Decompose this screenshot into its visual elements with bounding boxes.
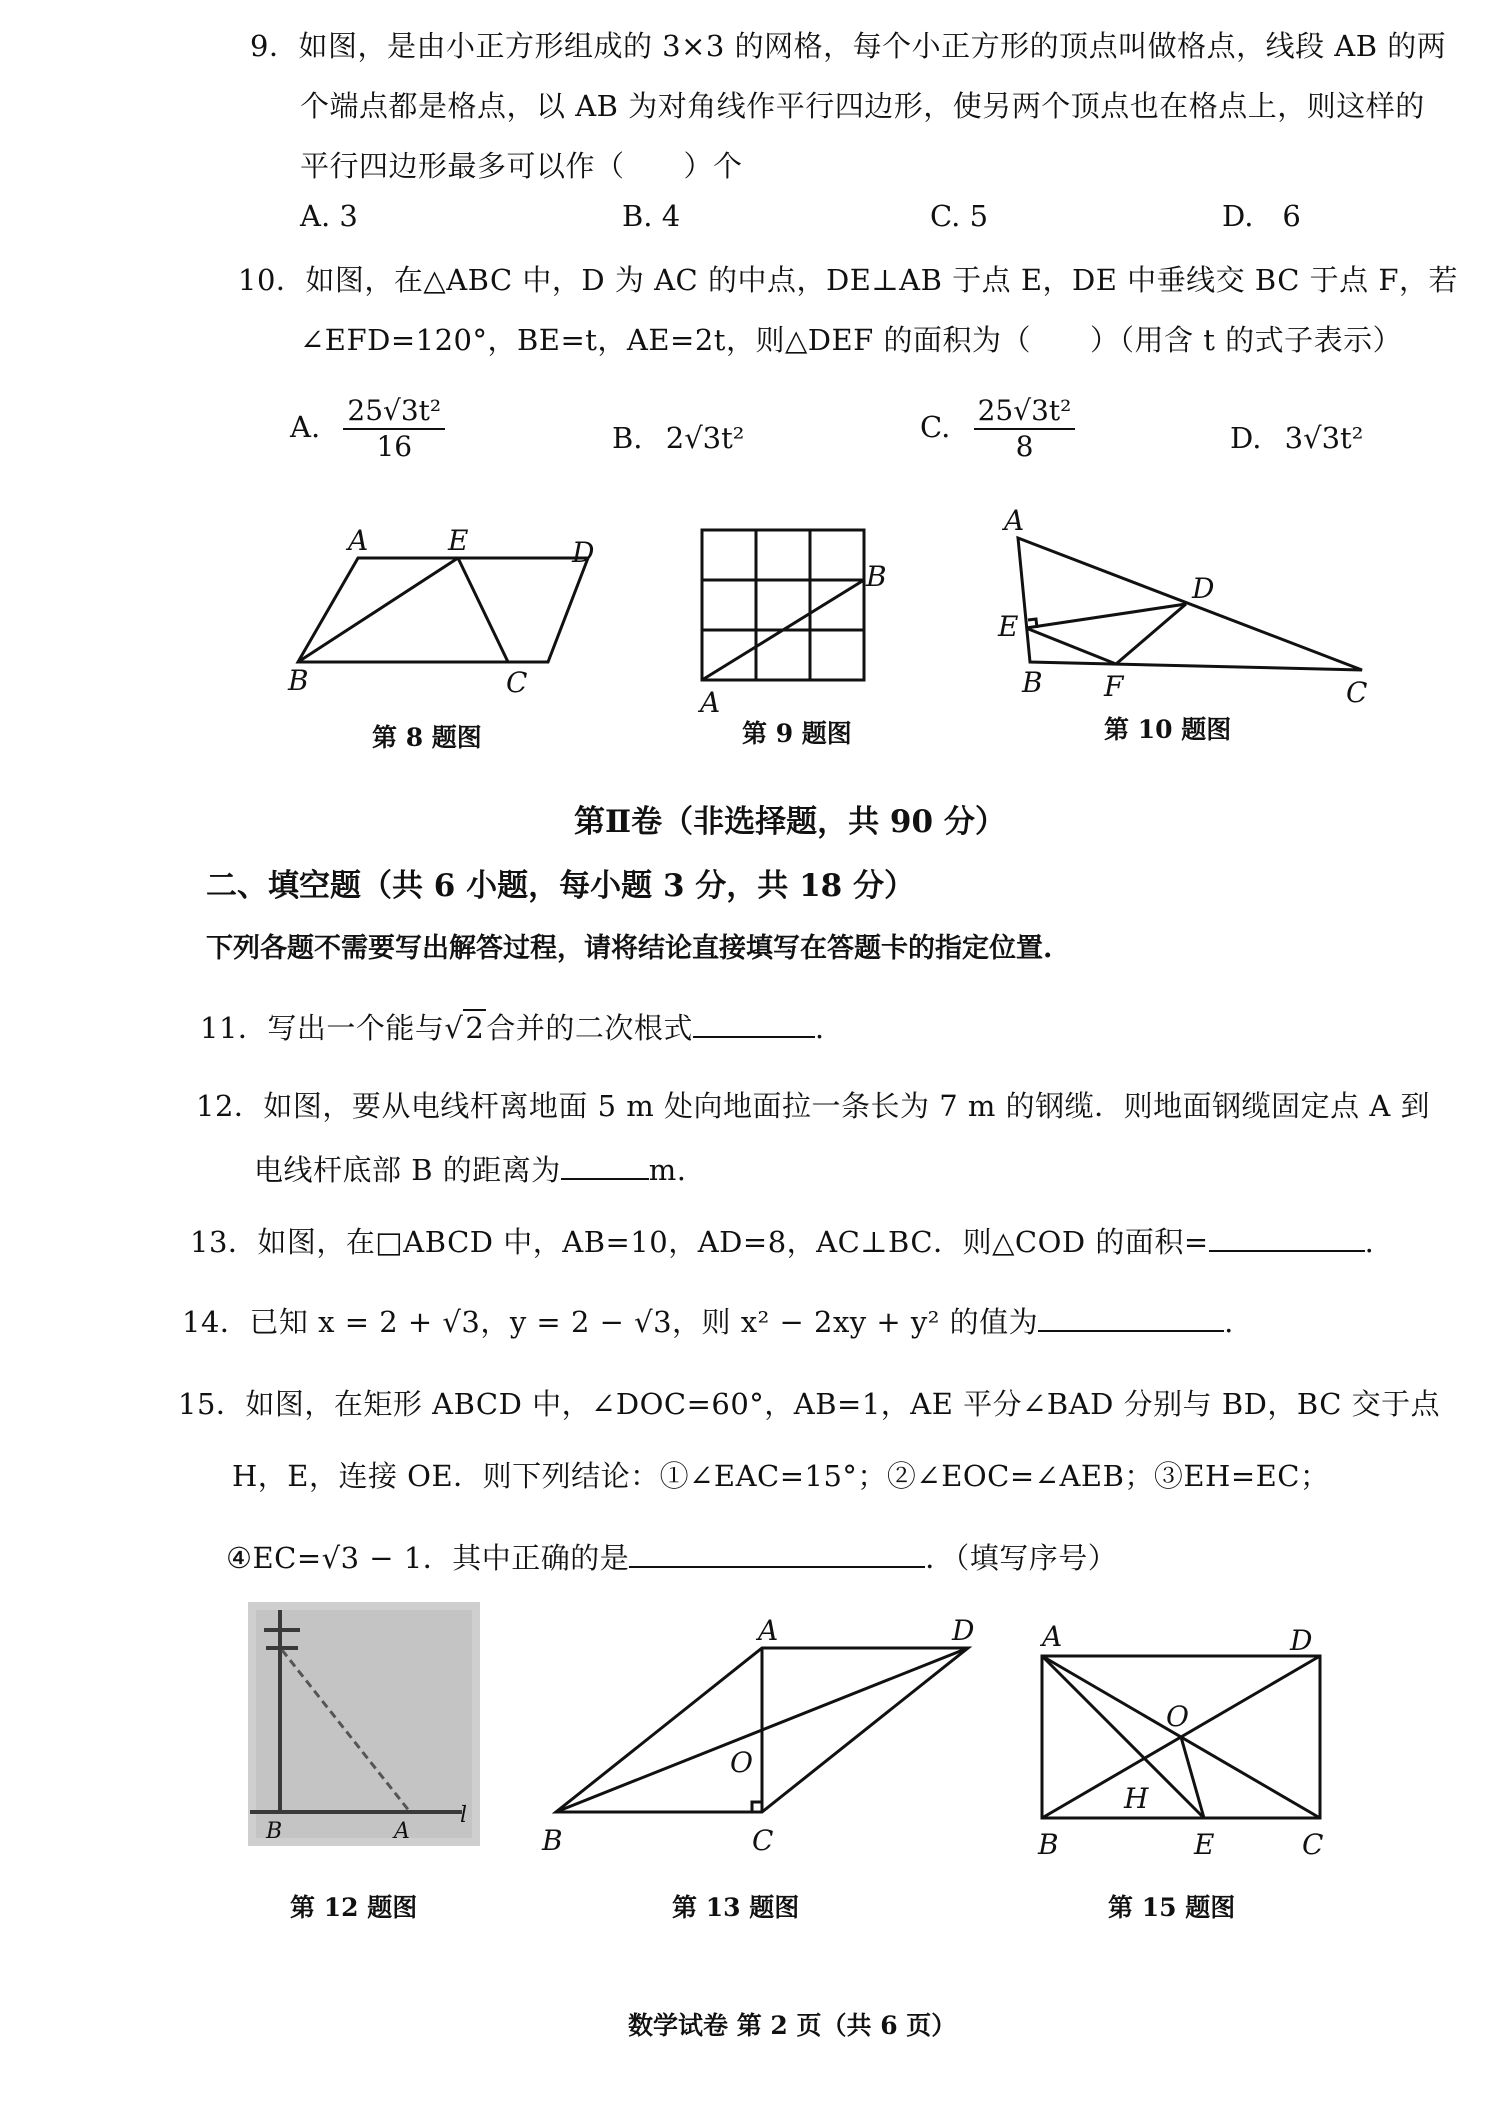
fig12-label-a: A xyxy=(394,1819,410,1844)
q9-option-b: B. 4 xyxy=(622,199,681,233)
q13-text: 13．如图，在□ABCD 中，AB=10，AD=8，AC⊥BC．则△COD 的面积= xyxy=(190,1225,1209,1259)
q10-line2: ∠EFD=120°，BE=t，AE=2t，则△DEF 的面积为（ ）（用含 t 的式子表示） xyxy=(300,323,1403,357)
q15-line1: 15．如图，在矩形 ABCD 中，∠DOC=60°，AB=1，AE 平分∠BAD 分别与 BD，BC 交于点 xyxy=(178,1387,1441,1421)
fig15-label-e: E xyxy=(1194,1828,1215,1861)
fig10-label-a: A xyxy=(1004,504,1025,537)
fig8-segment-ec xyxy=(458,558,508,662)
q14-answer-blank[interactable] xyxy=(1038,1330,1224,1332)
q10-option-c-label: C. xyxy=(920,410,951,444)
q10-line1: 10．如图，在△ABC 中，D 为 AC 的中点，DE⊥AB 于点 E，DE 中垂线交 BC 于点 F，若 xyxy=(238,263,1458,297)
q10-option-a-label: A. xyxy=(290,410,321,444)
figure-13 xyxy=(556,1648,968,1812)
q15-line2: H，E，连接 OE．则下列结论：①∠EAC=15°；②∠EOC=∠AEB；③EH=EC； xyxy=(232,1459,1330,1493)
fig9-caption: 第 9 题图 xyxy=(742,719,852,748)
q15-line3 xyxy=(226,1538,1117,1578)
fig15-label-b: B xyxy=(1038,1828,1059,1861)
fig13-label-d: D xyxy=(952,1614,975,1647)
figure-15 xyxy=(1042,1656,1320,1818)
q11-end: . xyxy=(814,1011,825,1045)
section2-title: 二、填空题（共 6 小题，每小题 3 分，共 18 分） xyxy=(206,868,916,904)
q10-option-d-label: D. xyxy=(1230,421,1262,455)
fig8-segment-be xyxy=(298,558,458,662)
q12-line2-before: 电线杆底部 B 的距离为 xyxy=(254,1153,561,1187)
fig12-label-b: B xyxy=(266,1819,283,1844)
q9-option-a: A. 3 xyxy=(300,199,358,233)
fig8-label-c: C xyxy=(506,666,528,699)
figure-9 xyxy=(702,530,864,680)
fig8-parallelogram xyxy=(298,558,588,662)
q14-end: . xyxy=(1224,1305,1234,1339)
fig8-label-a: A xyxy=(348,524,369,557)
q11-answer-blank[interactable] xyxy=(693,1036,815,1038)
section2-instruction: 下列各题不需要写出解答过程，请将结论直接填写在答题卡的指定位置. xyxy=(206,933,1053,964)
fig15-label-o: O xyxy=(1166,1700,1189,1733)
fig10-triangle-abc xyxy=(1018,538,1362,670)
q14-text: 14．已知 x = 2 + √3，y = 2 − √3，则 x² − 2xy + y² 的值为 xyxy=(182,1305,1039,1339)
fig9-label-b: B xyxy=(866,560,887,593)
figure-10 xyxy=(1018,538,1362,670)
q12-line1: 12．如图，要从电线杆离地面 5 m 处向地面拉一条长为 7 m 的钢缆．则地面钢缆固定点 A 到 xyxy=(196,1089,1430,1123)
fig15-label-h: H xyxy=(1124,1782,1149,1815)
fig15-caption: 第 15 题图 xyxy=(1108,1893,1236,1922)
fig8-caption: 第 8 题图 xyxy=(372,723,482,752)
fig10-caption: 第 10 题图 xyxy=(1104,715,1232,744)
fig13-label-b: B xyxy=(542,1824,563,1857)
q11-line xyxy=(200,1008,825,1048)
q10-option-a-denominator: 16 xyxy=(376,430,413,463)
q12-answer-blank[interactable] xyxy=(561,1178,649,1180)
q11-sqrt-sign: √ xyxy=(444,1011,464,1045)
q13-line xyxy=(190,1222,1374,1262)
fig15-label-a: A xyxy=(1042,1620,1063,1653)
figure-12 xyxy=(248,1602,480,1846)
q14-line xyxy=(182,1302,1234,1342)
fig8-label-e: E xyxy=(448,524,469,557)
fig13-label-a: A xyxy=(758,1614,779,1647)
figure-8 xyxy=(298,558,588,662)
q11-after: 合并的二次根式 xyxy=(486,1011,693,1045)
fig9-label-a: A xyxy=(700,686,721,719)
q12-line2 xyxy=(254,1150,686,1190)
fig8-label-b: B xyxy=(288,664,309,697)
fig13-label-c: C xyxy=(752,1824,774,1857)
fig10-label-e: E xyxy=(998,610,1019,643)
fig10-segment-ef xyxy=(1026,628,1116,664)
q10-option-a-numerator: 25√3t² xyxy=(343,394,445,430)
q9-line2: 个端点都是格点，以 AB 为对角线作平行四边形，使另两个顶点也在格点上，则这样的 xyxy=(300,89,1425,123)
q15-line3-after: ．（填写序号） xyxy=(925,1541,1118,1575)
fig15-label-c: C xyxy=(1302,1828,1324,1861)
q10-option-c-numerator: 25√3t² xyxy=(974,394,1076,430)
fig12-caption: 第 12 题图 xyxy=(290,1893,418,1922)
q12-line2-after: m. xyxy=(648,1153,687,1187)
q10-option-b-label: B. xyxy=(612,421,643,455)
fig10-label-f: F xyxy=(1104,670,1124,703)
fig10-label-c: C xyxy=(1346,676,1368,709)
q11-before: 11．写出一个能与 xyxy=(200,1011,445,1045)
q11-sqrt-value: 2 xyxy=(465,1011,485,1045)
q10-option-c-denominator: 8 xyxy=(1015,430,1034,463)
page-footer: 数学试卷 第 2 页（共 6 页） xyxy=(628,2011,957,2040)
q13-end: . xyxy=(1364,1225,1375,1259)
fig12-label-l: l xyxy=(460,1803,468,1828)
q15-line3-before: ④EC=√3 − 1．其中正确的是 xyxy=(226,1541,630,1575)
fig10-label-d: D xyxy=(1192,572,1215,605)
fig15-label-d: D xyxy=(1290,1624,1313,1657)
q9-option-c: C. 5 xyxy=(930,199,989,233)
q15-answer-blank[interactable] xyxy=(629,1566,925,1568)
fig13-caption: 第 13 题图 xyxy=(672,1893,800,1922)
q9-line1: 9．如图，是由小正方形组成的 3×3 的网格，每个小正方形的顶点叫做格点，线段 AB 的两 xyxy=(250,29,1447,63)
q13-answer-blank[interactable] xyxy=(1209,1250,1365,1252)
fig9-grid-border xyxy=(702,530,864,680)
fig13-label-o: O xyxy=(730,1746,753,1779)
fig10-label-b: B xyxy=(1022,666,1043,699)
fig8-label-d: D xyxy=(572,536,595,569)
part2-title: 第Ⅱ卷（非选择题，共 90 分） xyxy=(574,804,1006,840)
q9-line3: 平行四边形最多可以作（ ）个 xyxy=(300,149,743,183)
q10-option-b-value: 2√3t² xyxy=(665,421,745,455)
fig12-photo-texture xyxy=(256,1610,472,1838)
q10-option-d-value: 3√3t² xyxy=(1284,421,1364,455)
q9-option-d: D. 6 xyxy=(1222,199,1301,233)
